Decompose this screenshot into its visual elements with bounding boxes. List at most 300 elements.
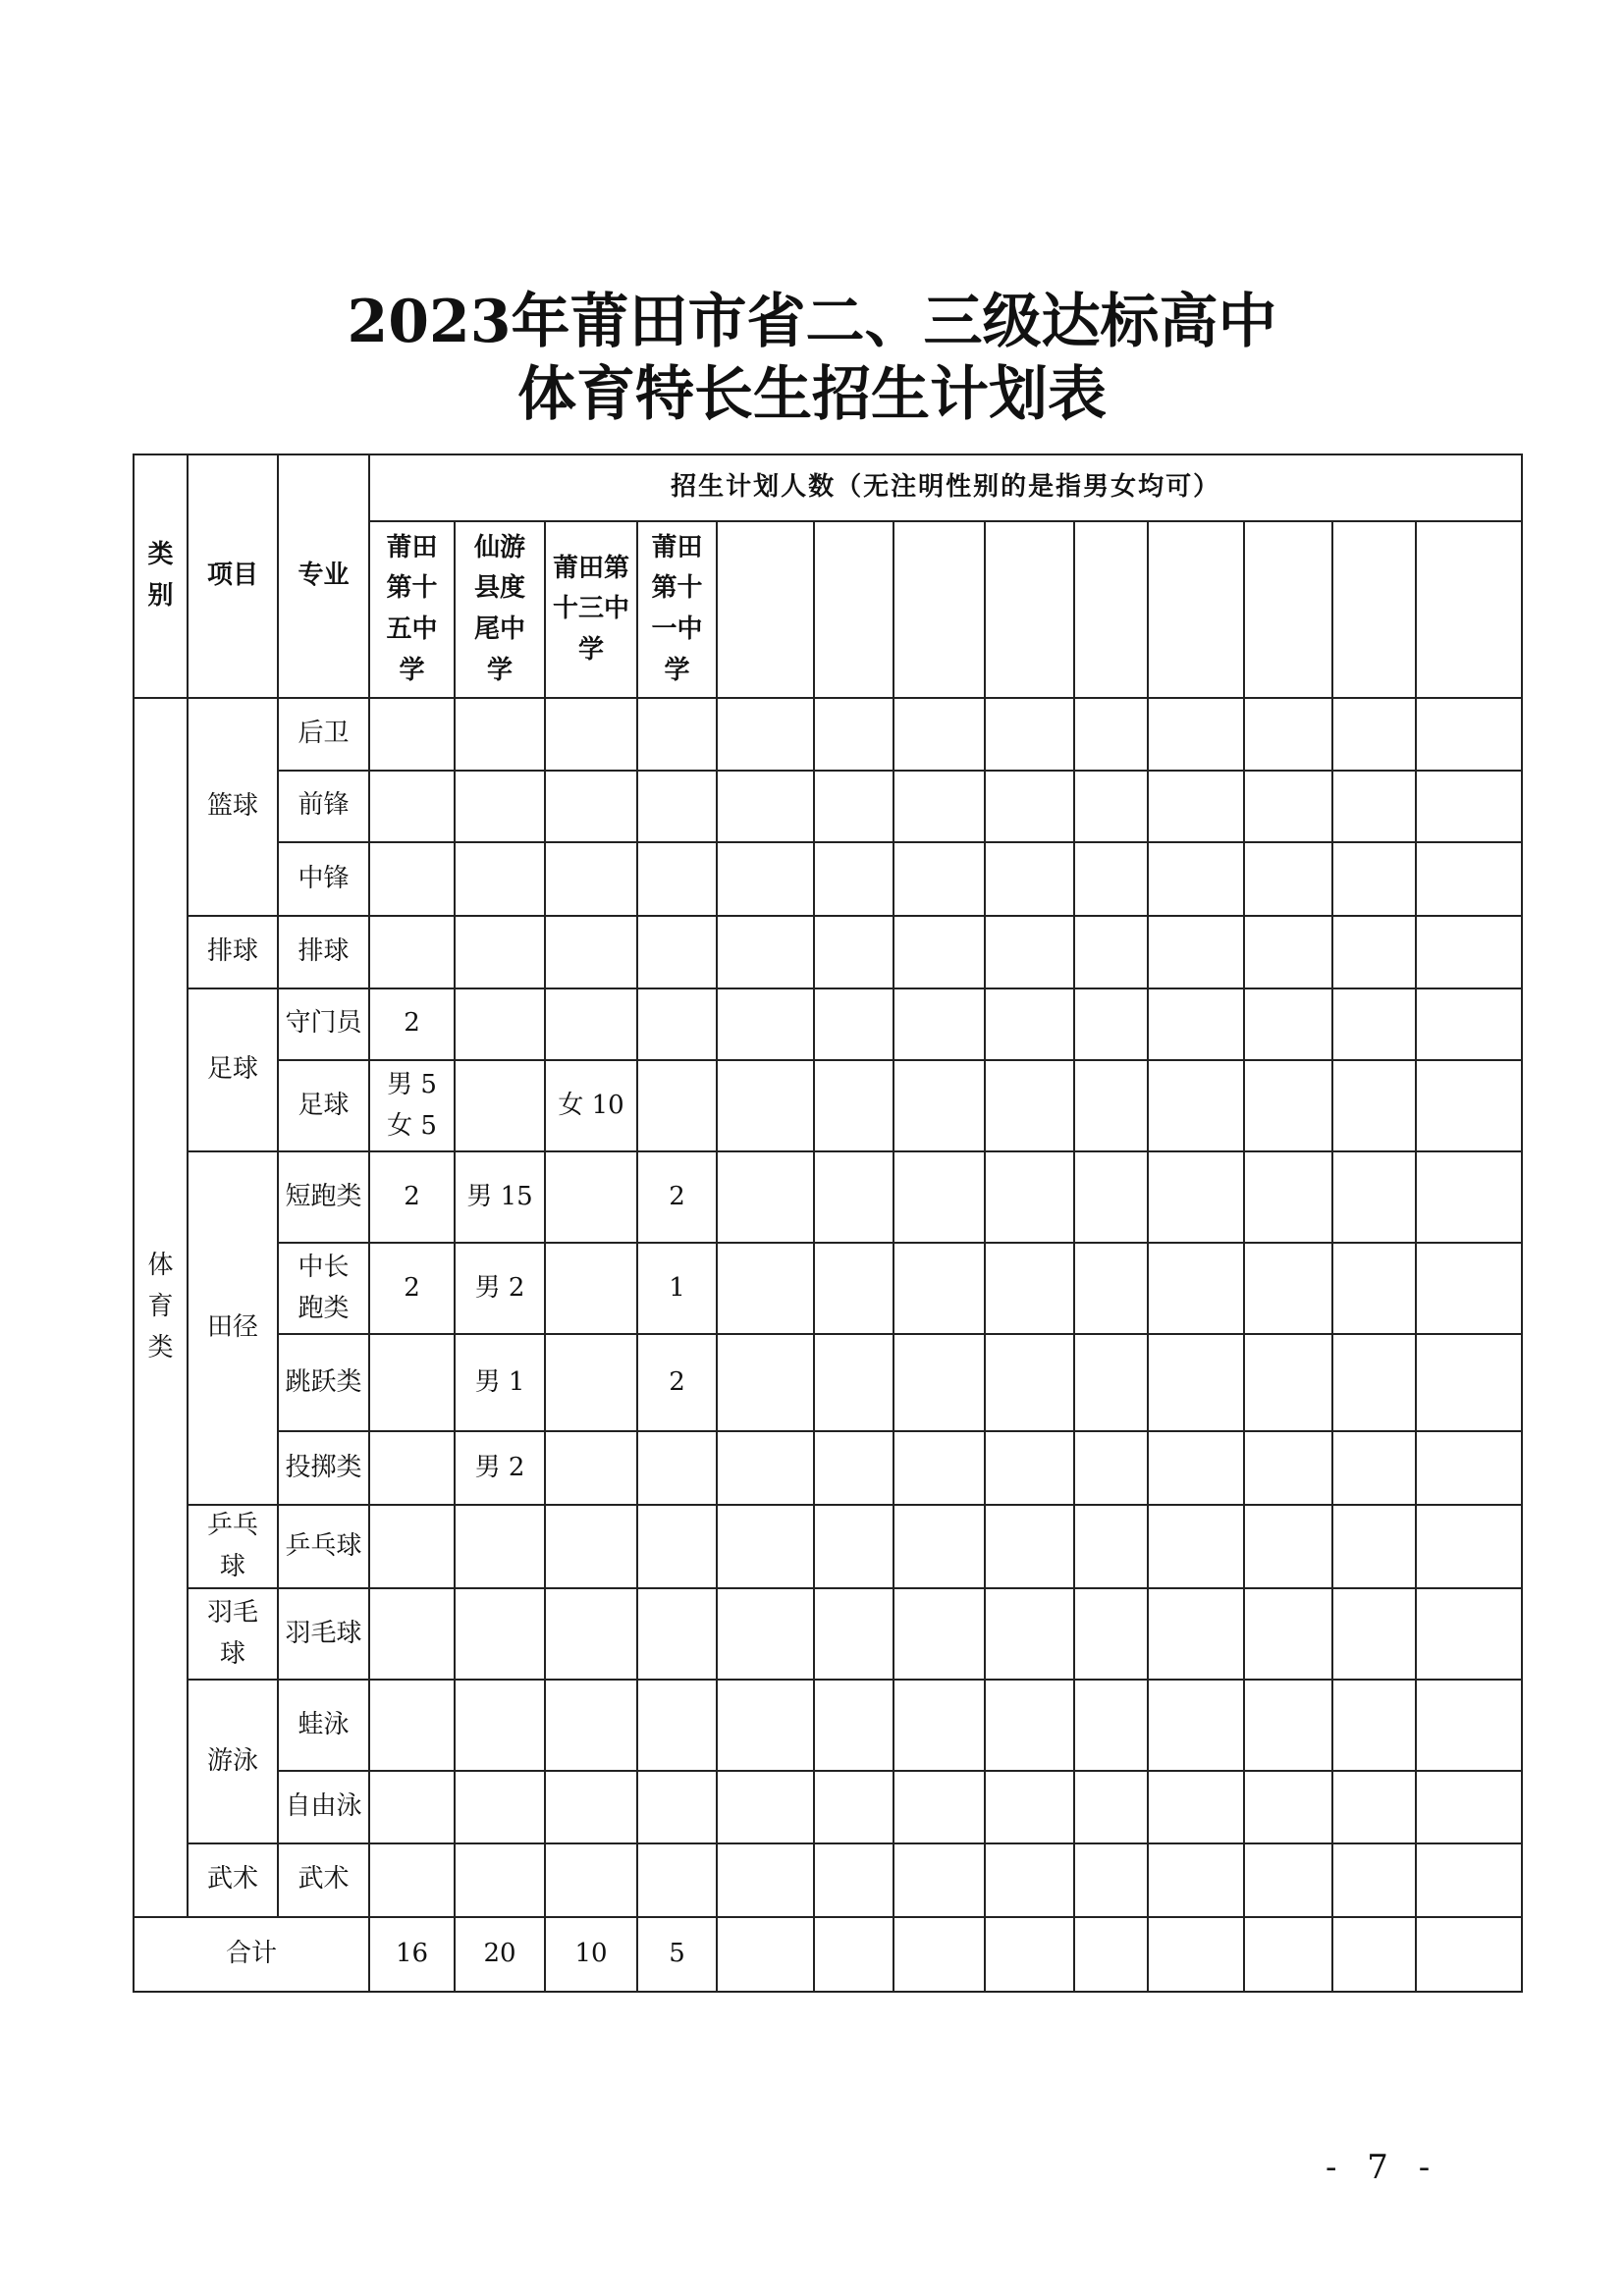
value-cell: 2 (637, 1334, 717, 1431)
page-number: - 7 - (1326, 2148, 1440, 2187)
value-cell (717, 916, 814, 988)
specialty-label: 后卫 (298, 718, 350, 748)
specialty-label: 投掷类 (285, 1452, 362, 1482)
value-cell: 女 10 (545, 1060, 637, 1151)
value-cell (1416, 1243, 1522, 1334)
total-value-cell (814, 1917, 893, 1992)
value-cell (1074, 916, 1148, 988)
header-plan: 招生计划人数（无注明性别的是指男女均可） (369, 454, 1522, 521)
total-row (134, 1917, 1522, 1992)
value-cell (893, 916, 985, 988)
value-cell (455, 916, 545, 988)
value-cell (1148, 1588, 1244, 1680)
value-cell (985, 1843, 1074, 1917)
value-cell (1416, 1680, 1522, 1771)
value-cell (985, 771, 1074, 843)
item-label: 篮球 (206, 791, 258, 822)
enrollment-plan-table (133, 454, 1523, 1993)
total-value-cell: 5 (637, 1917, 717, 1992)
value-cell (893, 1588, 985, 1680)
value-cell (455, 842, 545, 916)
value-cell (637, 1843, 717, 1917)
value-cell (717, 1060, 814, 1151)
school-header-cell (637, 521, 717, 698)
value-cell (985, 1243, 1074, 1334)
value-cell (893, 1431, 985, 1505)
value-cell (1416, 1151, 1522, 1243)
header-specialty: 专业 (278, 454, 369, 698)
value-cell (545, 916, 637, 988)
value-cell (1332, 1060, 1416, 1151)
value-cell: 男 5 女 5 (369, 1060, 455, 1151)
value-cell (1244, 1243, 1332, 1334)
value-cell (814, 1843, 893, 1917)
value-cell (893, 1334, 985, 1431)
value-cell (717, 698, 814, 771)
value-cell (1332, 916, 1416, 988)
value-cell (814, 1505, 893, 1588)
specialty-cell (278, 916, 369, 988)
value-cell (1074, 1680, 1148, 1771)
value-cell (1416, 1334, 1522, 1431)
value-cell (893, 1843, 985, 1917)
item-label: 武术 (206, 1864, 258, 1895)
value-cell (717, 1771, 814, 1843)
school-header-cell (1148, 521, 1244, 698)
value-cell: 2 (369, 988, 455, 1061)
specialty-cell (278, 1151, 369, 1243)
value-cell (1416, 916, 1522, 988)
value-cell (545, 1243, 637, 1334)
specialty-label: 跳跃类 (285, 1366, 362, 1397)
value-cell (637, 1588, 717, 1680)
value-cell (893, 988, 985, 1061)
value-cell (369, 1505, 455, 1588)
value-cell (545, 988, 637, 1061)
specialty-cell (278, 1771, 369, 1843)
value-cell (1244, 1060, 1332, 1151)
specialty-cell (278, 842, 369, 916)
value-cell (985, 1680, 1074, 1771)
value-cell (893, 1771, 985, 1843)
value-cell (637, 1680, 717, 1771)
value-cell (1074, 1588, 1148, 1680)
value-cell (369, 1680, 455, 1771)
table-row (134, 1334, 1522, 1431)
item-cell (188, 1505, 278, 1588)
value-cell (1148, 1771, 1244, 1843)
school-header-cell (1416, 521, 1522, 698)
value-cell (985, 1151, 1074, 1243)
value-cell (717, 1843, 814, 1917)
total-value-cell (985, 1917, 1074, 1992)
category-label: 体育类 (147, 1251, 174, 1362)
value-cell (1416, 1771, 1522, 1843)
value-cell (545, 771, 637, 843)
value-cell (1332, 771, 1416, 843)
value-cell (1416, 1505, 1522, 1588)
value-cell: 2 (369, 1243, 455, 1334)
value-cell (814, 916, 893, 988)
value-cell (814, 1588, 893, 1680)
value-cell (1416, 1060, 1522, 1151)
school-header-cell (985, 521, 1074, 698)
value-cell (814, 771, 893, 843)
value-cell (369, 1334, 455, 1431)
total-value-cell: 20 (455, 1917, 545, 1992)
total-value-cell: 16 (369, 1917, 455, 1992)
specialty-cell (278, 1588, 369, 1680)
value-cell (545, 1771, 637, 1843)
value-cell (717, 771, 814, 843)
value-cell (1332, 698, 1416, 771)
value-cell (1074, 771, 1148, 843)
specialty-cell (278, 698, 369, 771)
value-cell (455, 1843, 545, 1917)
table-row (134, 771, 1522, 843)
school-header-cell (455, 521, 545, 698)
specialty-cell (278, 1243, 369, 1334)
school-name: 莆田第十五中学 (386, 532, 438, 685)
value-cell (1332, 842, 1416, 916)
item-cell (188, 1680, 278, 1843)
value-cell (1244, 1588, 1332, 1680)
value-cell (637, 916, 717, 988)
item-label: 乒乓球 (206, 1511, 258, 1581)
value-cell (985, 1431, 1074, 1505)
value-cell (893, 1505, 985, 1588)
total-value-cell: 10 (545, 1917, 637, 1992)
value-cell (1148, 1431, 1244, 1505)
value-cell (455, 771, 545, 843)
value-cell (893, 1060, 985, 1151)
value-cell (893, 842, 985, 916)
table-row (134, 1431, 1522, 1505)
category-cell (134, 698, 188, 1917)
value-cell (985, 842, 1074, 916)
value-cell: 2 (637, 1151, 717, 1243)
table-row (134, 1680, 1522, 1771)
specialty-cell (278, 771, 369, 843)
value-cell (455, 698, 545, 771)
item-cell (188, 1151, 278, 1505)
total-value-cell (1332, 1917, 1416, 1992)
value-cell (637, 988, 717, 1061)
item-cell (188, 988, 278, 1152)
value-cell (1074, 988, 1148, 1061)
school-name: 仙游县度尾中学 (473, 532, 525, 685)
specialty-cell (278, 1060, 369, 1151)
value-cell (1416, 1431, 1522, 1505)
value-cell (637, 698, 717, 771)
document-title-line2: 体育特长生招生计划表 (517, 360, 1107, 429)
value-cell (455, 1680, 545, 1771)
value-cell (545, 1505, 637, 1588)
value-cell (1148, 1843, 1244, 1917)
total-value-cell (1244, 1917, 1332, 1992)
value-cell (1148, 842, 1244, 916)
table-row (134, 988, 1522, 1061)
school-header-cell (369, 521, 455, 698)
specialty-cell (278, 1334, 369, 1431)
value-cell (1074, 1843, 1148, 1917)
value-cell (369, 842, 455, 916)
value-cell (717, 1588, 814, 1680)
total-value-cell (1074, 1917, 1148, 1992)
header-category (134, 454, 188, 698)
item-cell (188, 698, 278, 916)
value-cell (1332, 1771, 1416, 1843)
table-row (134, 842, 1522, 916)
value-cell (1148, 1151, 1244, 1243)
value-cell (1416, 698, 1522, 771)
specialty-cell (278, 988, 369, 1061)
value-cell (545, 1334, 637, 1431)
value-cell (369, 916, 455, 988)
school-header-cell (717, 521, 814, 698)
value-cell (637, 1060, 717, 1151)
total-value-cell (1416, 1917, 1522, 1992)
value-cell (1148, 698, 1244, 771)
total-value-cell (1148, 1917, 1244, 1992)
value-cell (369, 771, 455, 843)
value-cell (814, 1431, 893, 1505)
value-cell (455, 1505, 545, 1588)
value-cell (545, 1843, 637, 1917)
specialty-label: 足球 (298, 1090, 350, 1120)
value-cell (717, 1243, 814, 1334)
document-title-line1: 2023年莆田市省二、三级达标高中 (347, 288, 1277, 356)
table-row (134, 1243, 1522, 1334)
value-cell (1332, 1843, 1416, 1917)
value-cell (1148, 1334, 1244, 1431)
value-cell (985, 1588, 1074, 1680)
item-label: 排球 (206, 935, 258, 966)
table-row (134, 1843, 1522, 1917)
value-cell (1332, 1680, 1416, 1771)
value-cell: 男 2 (455, 1243, 545, 1334)
value-cell (545, 1151, 637, 1243)
school-name: 莆田第十三中学 (552, 553, 629, 665)
value-cell (637, 1431, 717, 1505)
specialty-cell (278, 1680, 369, 1771)
value-cell (1148, 1505, 1244, 1588)
value-cell (545, 1680, 637, 1771)
value-cell (1148, 916, 1244, 988)
value-cell (1332, 1243, 1416, 1334)
total-value-cell (717, 1917, 814, 1992)
value-cell (985, 1334, 1074, 1431)
value-cell (814, 1334, 893, 1431)
value-cell (1332, 1151, 1416, 1243)
value-cell (1074, 1151, 1148, 1243)
value-cell (717, 842, 814, 916)
value-cell (717, 1334, 814, 1431)
table-row (134, 916, 1522, 988)
value-cell (1244, 1680, 1332, 1771)
school-name: 莆田第十一中学 (651, 532, 703, 685)
specialty-cell (278, 1843, 369, 1917)
value-cell (1074, 1334, 1148, 1431)
value-cell (814, 1680, 893, 1771)
item-label: 羽毛球 (206, 1598, 258, 1669)
value-cell (985, 916, 1074, 988)
table-row (134, 1505, 1522, 1588)
value-cell (369, 1843, 455, 1917)
value-cell (1244, 1151, 1332, 1243)
value-cell (893, 1243, 985, 1334)
value-cell (1074, 1505, 1148, 1588)
value-cell (1148, 1680, 1244, 1771)
value-cell (717, 1505, 814, 1588)
value-cell (985, 698, 1074, 771)
value-cell (1332, 1505, 1416, 1588)
value-cell (545, 1588, 637, 1680)
specialty-label: 守门员 (285, 1008, 362, 1039)
value-cell (1074, 1243, 1148, 1334)
value-cell (814, 698, 893, 771)
table-row (134, 698, 1522, 771)
specialty-label: 羽毛球 (285, 1618, 362, 1648)
value-cell (814, 1771, 893, 1843)
value-cell (369, 698, 455, 771)
value-cell (1416, 1588, 1522, 1680)
value-cell (814, 1151, 893, 1243)
specialty-label: 短跑类 (285, 1181, 362, 1211)
value-cell (455, 1588, 545, 1680)
value-cell (369, 1771, 455, 1843)
value-cell (637, 1771, 717, 1843)
specialty-label: 中长跑类 (298, 1252, 350, 1323)
table-row (134, 1060, 1522, 1151)
specialty-label: 自由泳 (285, 1791, 362, 1822)
school-header-cell (814, 521, 893, 698)
specialty-cell (278, 1505, 369, 1588)
value-cell (1244, 1771, 1332, 1843)
school-header-cell (1332, 521, 1416, 698)
value-cell (1244, 988, 1332, 1061)
value-cell (893, 1680, 985, 1771)
value-cell (1148, 1243, 1244, 1334)
value-cell (1244, 771, 1332, 843)
value-cell (893, 771, 985, 843)
value-cell: 男 2 (455, 1431, 545, 1505)
value-cell (545, 698, 637, 771)
specialty-label: 前锋 (298, 790, 350, 821)
value-cell (1416, 988, 1522, 1061)
value-cell (1416, 842, 1522, 916)
value-cell (1074, 842, 1148, 916)
value-cell (545, 842, 637, 916)
table-row (134, 1588, 1522, 1680)
value-cell (717, 988, 814, 1061)
value-cell (637, 1505, 717, 1588)
value-cell (545, 1431, 637, 1505)
value-cell (1244, 842, 1332, 916)
value-cell (1332, 988, 1416, 1061)
item-cell (188, 916, 278, 988)
value-cell: 男 15 (455, 1151, 545, 1243)
value-cell: 1 (637, 1243, 717, 1334)
school-header-cell (893, 521, 985, 698)
value-cell (1148, 1060, 1244, 1151)
value-cell (893, 698, 985, 771)
school-header-cell (545, 521, 637, 698)
total-value-cell (893, 1917, 985, 1992)
value-cell (717, 1151, 814, 1243)
value-cell (1148, 771, 1244, 843)
item-cell (188, 1588, 278, 1680)
value-cell (717, 1680, 814, 1771)
value-cell (814, 1060, 893, 1151)
value-cell (814, 842, 893, 916)
value-cell (369, 1588, 455, 1680)
item-cell (188, 1843, 278, 1917)
value-cell (455, 1771, 545, 1843)
table-row (134, 1771, 1522, 1843)
value-cell (893, 1151, 985, 1243)
value-cell (814, 1243, 893, 1334)
specialty-label: 中锋 (298, 863, 350, 893)
value-cell (1332, 1431, 1416, 1505)
school-header-cell (1244, 521, 1332, 698)
value-cell (1244, 698, 1332, 771)
value-cell (985, 1505, 1074, 1588)
table-row (134, 1151, 1522, 1243)
total-label: 合计 (134, 1917, 369, 1992)
value-cell (369, 1431, 455, 1505)
value-cell (1074, 1771, 1148, 1843)
value-cell (985, 1060, 1074, 1151)
value-cell (1074, 1060, 1148, 1151)
value-cell (1244, 1431, 1332, 1505)
value-cell (814, 988, 893, 1061)
value-cell (717, 1431, 814, 1505)
value-cell (1244, 1505, 1332, 1588)
item-label: 足球 (206, 1053, 258, 1084)
specialty-label: 乒乓球 (285, 1530, 362, 1561)
specialty-cell (278, 1431, 369, 1505)
value-cell (1332, 1588, 1416, 1680)
value-cell (1148, 988, 1244, 1061)
value-cell (1416, 771, 1522, 843)
value-cell (985, 1771, 1074, 1843)
value-cell (1244, 1843, 1332, 1917)
header-category-label: 类别 (147, 540, 174, 611)
item-label: 游泳 (206, 1745, 258, 1776)
item-label: 田径 (206, 1312, 258, 1343)
value-cell (1074, 1431, 1148, 1505)
specialty-label: 武术 (298, 1864, 350, 1895)
value-cell (637, 771, 717, 843)
specialty-label: 排球 (298, 935, 350, 966)
value-cell (1244, 916, 1332, 988)
value-cell (985, 988, 1074, 1061)
value-cell (1416, 1843, 1522, 1917)
value-cell (1074, 698, 1148, 771)
value-cell: 2 (369, 1151, 455, 1243)
value-cell (637, 842, 717, 916)
value-cell (455, 988, 545, 1061)
header-item: 项目 (188, 454, 278, 698)
school-header-cell (1074, 521, 1148, 698)
value-cell (1332, 1334, 1416, 1431)
value-cell (455, 1060, 545, 1151)
specialty-label: 蛙泳 (298, 1709, 350, 1739)
header-row (134, 454, 1522, 521)
value-cell: 男 1 (455, 1334, 545, 1431)
value-cell (1244, 1334, 1332, 1431)
